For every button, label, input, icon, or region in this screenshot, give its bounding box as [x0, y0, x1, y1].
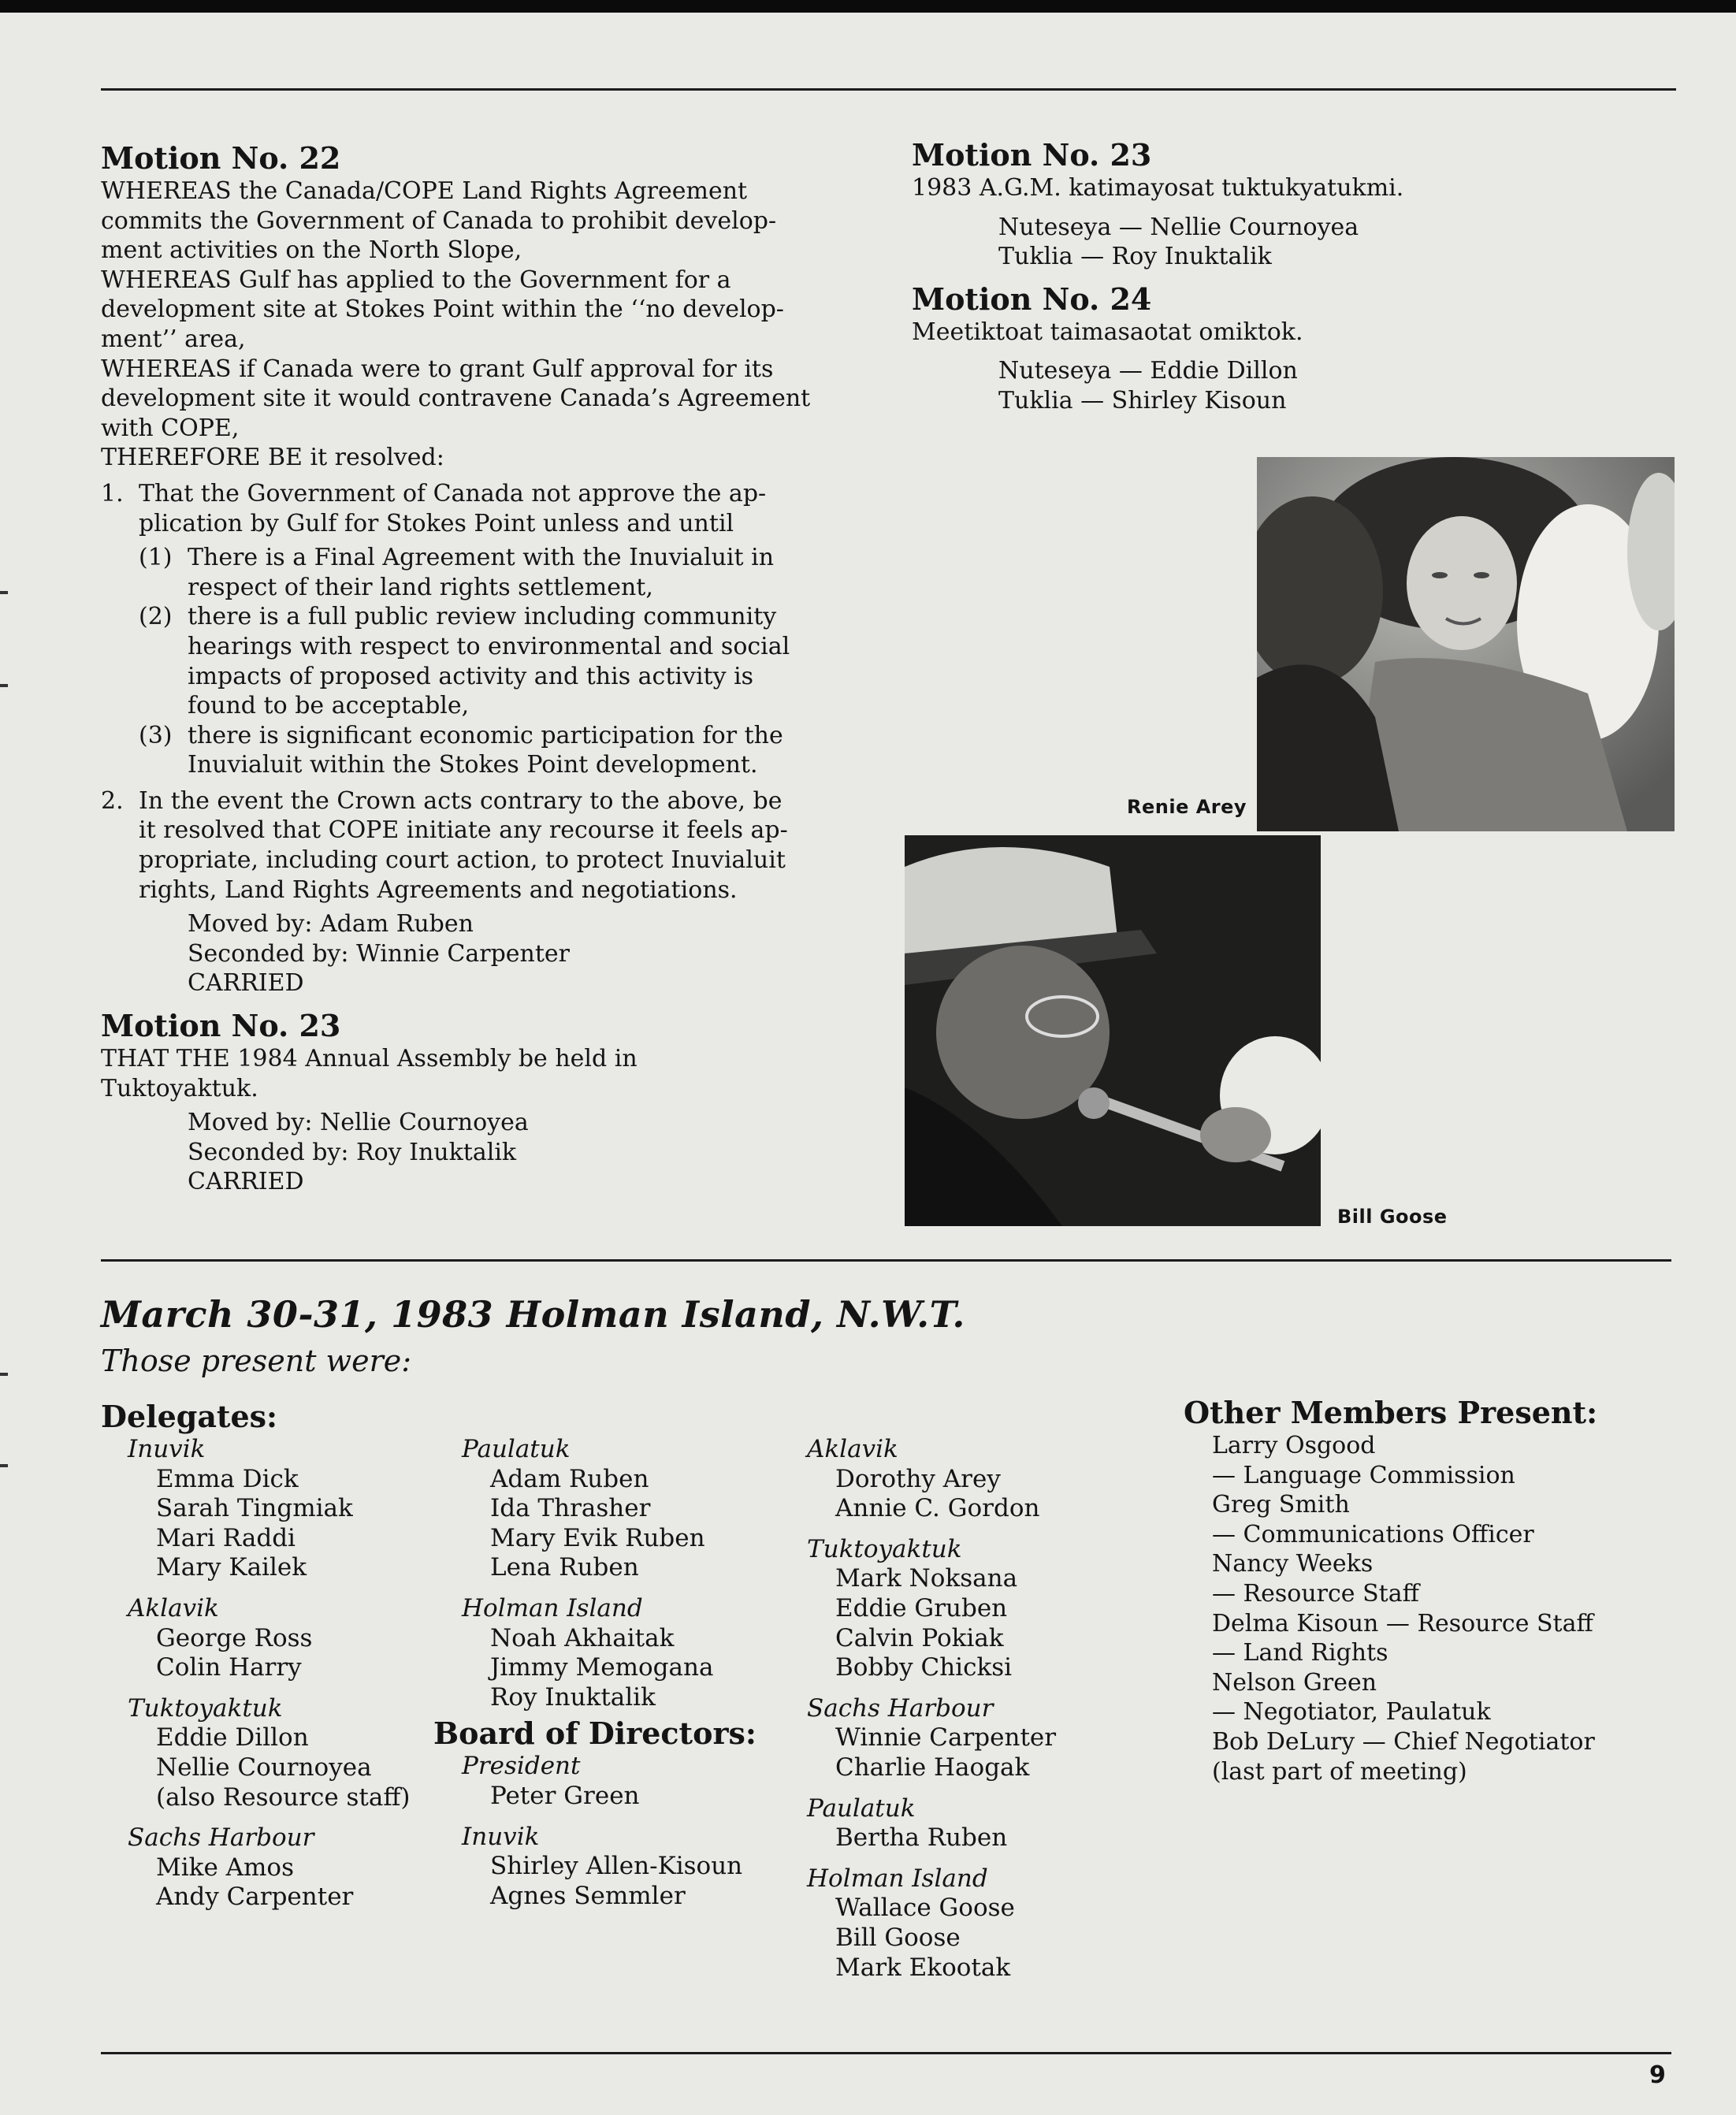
delegate-name: Dorothy Arey: [835, 1464, 1001, 1493]
delegate-name: Mark Noksana: [835, 1564, 1018, 1593]
whereas-line: ment activities on the North Slope,: [101, 236, 522, 265]
other-members-title: Other Members Present:: [1184, 1395, 1598, 1430]
board-title: Board of Directors:: [433, 1715, 756, 1752]
member-line: (last part of meeting): [1212, 1757, 1467, 1786]
sub-item-1: [139, 543, 857, 602]
delegate-name: Eddie Gruben: [835, 1593, 1008, 1622]
whereas-line: development site at Stokes Point within the ‘‘no develop-: [101, 296, 784, 324]
delegate-name: Annie C. Gordon: [835, 1494, 1040, 1523]
delegate-name: George Ross: [156, 1623, 313, 1652]
sub-item-number: (2): [139, 603, 173, 631]
resolution-item-1: [101, 479, 857, 780]
delegate-name: Colin Harry: [156, 1653, 302, 1682]
community-label: Tuktoyaktuk: [128, 1693, 283, 1723]
item-line: plication by Gulf for Stokes Point unless and until: [139, 509, 734, 537]
motion-text-line: THAT THE 1984 Annual Assembly be held in: [101, 1045, 638, 1073]
photo-caption-bill-goose: Bill Goose: [1337, 1206, 1448, 1228]
delegate-name: Ida Thrasher: [490, 1494, 651, 1523]
member-line: Bob DeLury — Chief Negotiator: [1212, 1727, 1595, 1756]
whereas-line: commits the Government of Canada to prohibit develop-: [101, 206, 777, 235]
moved-by: Nuteseya — Eddie Dillon: [998, 357, 1298, 385]
member-line: Delma Kisoun — Resource Staff: [1212, 1609, 1593, 1637]
delegate-name: Jimmy Memogana: [490, 1653, 714, 1682]
whereas-line: WHEREAS the Canada/COPE Land Rights Agreement: [101, 177, 748, 205]
item-number: 1.: [101, 479, 124, 507]
motion-23-24-block: [912, 137, 1668, 416]
other-members-column: [1184, 1395, 1688, 1786]
delegate-name: Calvin Pokiak: [835, 1623, 1004, 1652]
whereas-line: ment’’ area,: [101, 325, 246, 353]
delegate-name: Mari Raddi: [156, 1523, 296, 1552]
margin-mark: [0, 684, 8, 687]
moved-by: Nuteseya — Nellie Cournoyea: [998, 213, 1359, 241]
sub-item-3: [139, 721, 857, 780]
delegate-name: Eddie Dillon: [156, 1723, 309, 1753]
sub-item-line: hearings with respect to environmental and social: [188, 632, 790, 660]
middle-rule: [101, 1259, 1671, 1262]
delegate-name: Bill Goose: [835, 1923, 961, 1952]
item-line: propriate, including court action, to protect Inuvialuit: [139, 846, 786, 875]
moved-by: Moved by: Nellie Cournoyea: [188, 1109, 529, 1137]
delegates-title: Delegates:: [101, 1399, 278, 1434]
board-role-label: President: [462, 1752, 581, 1781]
delegate-name: Mark Ekootak: [835, 1953, 1011, 1982]
board-member-name: Agnes Semmler: [490, 1881, 686, 1910]
community-label: Tuktoyaktuk: [807, 1534, 962, 1563]
motion-result: CARRIED: [188, 1168, 304, 1196]
delegate-name: Charlie Haogak: [835, 1753, 1030, 1782]
delegates-column-1: [101, 1399, 448, 1912]
sub-item-number: (1): [139, 544, 173, 572]
community-label: Holman Island: [807, 1864, 988, 1893]
sub-item-line: there is a full public review including community: [188, 603, 777, 631]
page-number: 9: [1649, 2061, 1666, 2089]
sub-item-line: impacts of proposed activity and this activity is: [188, 662, 754, 690]
community-label: Paulatuk: [462, 1435, 571, 1463]
member-line: — Communications Officer: [1212, 1520, 1534, 1548]
community-label: Sachs Harbour: [807, 1693, 994, 1723]
community-label: Aklavik: [807, 1435, 898, 1463]
moved-by: Moved by: Adam Ruben: [188, 910, 474, 939]
item-number: 2.: [101, 786, 124, 815]
board-member-name: Peter Green: [490, 1781, 640, 1810]
sub-item-line: Inuvialuit within the Stokes Point development.: [188, 751, 758, 779]
delegate-name: Emma Dick: [156, 1464, 299, 1493]
member-line: — Negotiator, Paulatuk: [1212, 1698, 1491, 1727]
photo-renie-arey-image: [1257, 457, 1675, 831]
member-line: — Resource Staff: [1212, 1579, 1419, 1608]
member-line: Nancy Weeks: [1212, 1550, 1374, 1578]
member-line: Nelson Green: [1212, 1668, 1377, 1697]
motion-text: Meetiktoat taimasaotat omiktok.: [912, 318, 1303, 346]
sub-item-line: There is a Final Agreement with the Inuvialuit in: [188, 544, 775, 572]
member-line: — Land Rights: [1212, 1639, 1388, 1667]
delegate-name: Mike Amos: [156, 1853, 294, 1882]
item-line: it resolved that COPE initiate any recourse it feels ap-: [139, 816, 788, 845]
community-label: Holman Island: [462, 1593, 643, 1622]
motion-22-block: [101, 140, 857, 1197]
motion-text: 1983 A.G.M. katimayosat tuktukyatukmi.: [912, 174, 1404, 202]
photo-bill-goose: [905, 835, 1321, 1226]
delegate-name: Winnie Carpenter: [835, 1723, 1057, 1753]
delegate-name: Roy Inuktalik: [490, 1682, 656, 1712]
member-line: Greg Smith: [1212, 1491, 1350, 1519]
community-label: Aklavik: [128, 1593, 219, 1622]
delegate-name: Bobby Chicksi: [835, 1653, 1013, 1682]
motion-22-title: Motion No. 22: [101, 140, 341, 176]
meeting-heading: March 30-31, 1983 Holman Island, N.W.T.: [101, 1293, 965, 1336]
seconded-by: Tuklia — Shirley Kisoun: [998, 386, 1287, 414]
whereas-line: WHEREAS if Canada were to grant Gulf approval for its: [101, 355, 774, 383]
delegates-column-3: [807, 1435, 1177, 1983]
resolution-item-2: [101, 786, 857, 905]
delegate-name: Bertha Ruben: [835, 1823, 1008, 1853]
delegate-name: Sarah Tingmiak: [156, 1494, 353, 1523]
delegate-name: Wallace Goose: [835, 1894, 1015, 1923]
photo-caption-renie-arey: Renie Arey: [1127, 796, 1247, 818]
community-label: Sachs Harbour: [128, 1823, 314, 1853]
member-line: — Language Commission: [1212, 1461, 1515, 1489]
item-line: In the event the Crown acts contrary to the above, be: [139, 786, 783, 815]
whereas-line: with COPE,: [101, 414, 240, 442]
margin-mark: [0, 1464, 8, 1467]
item-line: rights, Land Rights Agreements and negotiations.: [139, 875, 738, 904]
member-line: Larry Osgood: [1212, 1432, 1376, 1459]
delegate-name: Adam Ruben: [490, 1464, 649, 1493]
motion-24-title: Motion No. 24: [912, 281, 1152, 317]
whereas-line: development site it would contravene Canada’s Agreement: [101, 385, 811, 413]
seconded-by: Seconded by: Roy Inuktalik: [188, 1138, 517, 1166]
whereas-line: WHEREAS Gulf has applied to the Government for a: [101, 266, 731, 294]
meeting-subheading: Those present were:: [101, 1344, 412, 1378]
photo-renie-arey: [1257, 457, 1675, 831]
sub-item-line: there is significant economic participation for the: [188, 721, 783, 749]
motion-result: CARRIED: [188, 969, 304, 998]
sub-item-number: (3): [139, 721, 173, 749]
delegate-name: Lena Ruben: [490, 1553, 639, 1582]
whereas-line: THEREFORE BE it resolved:: [101, 444, 444, 472]
delegates-column-2: [433, 1435, 796, 1911]
top-edge-bar: [0, 0, 1736, 13]
delegate-name: Mary Evik Ruben: [490, 1523, 705, 1552]
motion-23-title-translated: Motion No. 23: [912, 137, 1152, 173]
motion-text-line: Tuktoyaktuk.: [101, 1074, 258, 1102]
meeting-header: [101, 1292, 1046, 1379]
board-member-name: Shirley Allen-Kisoun: [490, 1852, 743, 1881]
motion-22-whereas: [101, 177, 857, 473]
seconded-by: Tuklia — Roy Inuktalik: [998, 243, 1272, 271]
margin-mark: [0, 591, 8, 594]
sub-item-line: found to be acceptable,: [188, 692, 470, 720]
community-label: Inuvik: [128, 1435, 206, 1463]
motion-23-title: Motion No. 23: [101, 1008, 341, 1044]
item-line: That the Government of Canada not approve the ap-: [139, 479, 767, 507]
delegate-name: (also Resource staff): [156, 1782, 411, 1812]
top-rule: [101, 88, 1676, 91]
delegate-name: Mary Kailek: [156, 1553, 307, 1582]
bottom-rule: [101, 2052, 1671, 2054]
seconded-by: Seconded by: Winnie Carpenter: [188, 939, 571, 968]
delegate-name: Noah Akhaitak: [490, 1623, 675, 1652]
sub-item-line: respect of their land rights settlement,: [188, 573, 653, 601]
delegate-name: Andy Carpenter: [156, 1883, 354, 1912]
delegate-name: Nellie Cournoyea: [156, 1753, 372, 1782]
sub-item-2: [139, 602, 857, 720]
community-label: Paulatuk: [807, 1793, 916, 1823]
photo-bill-goose-image: [905, 835, 1321, 1226]
community-label: Inuvik: [462, 1822, 540, 1851]
margin-mark: [0, 1373, 8, 1376]
